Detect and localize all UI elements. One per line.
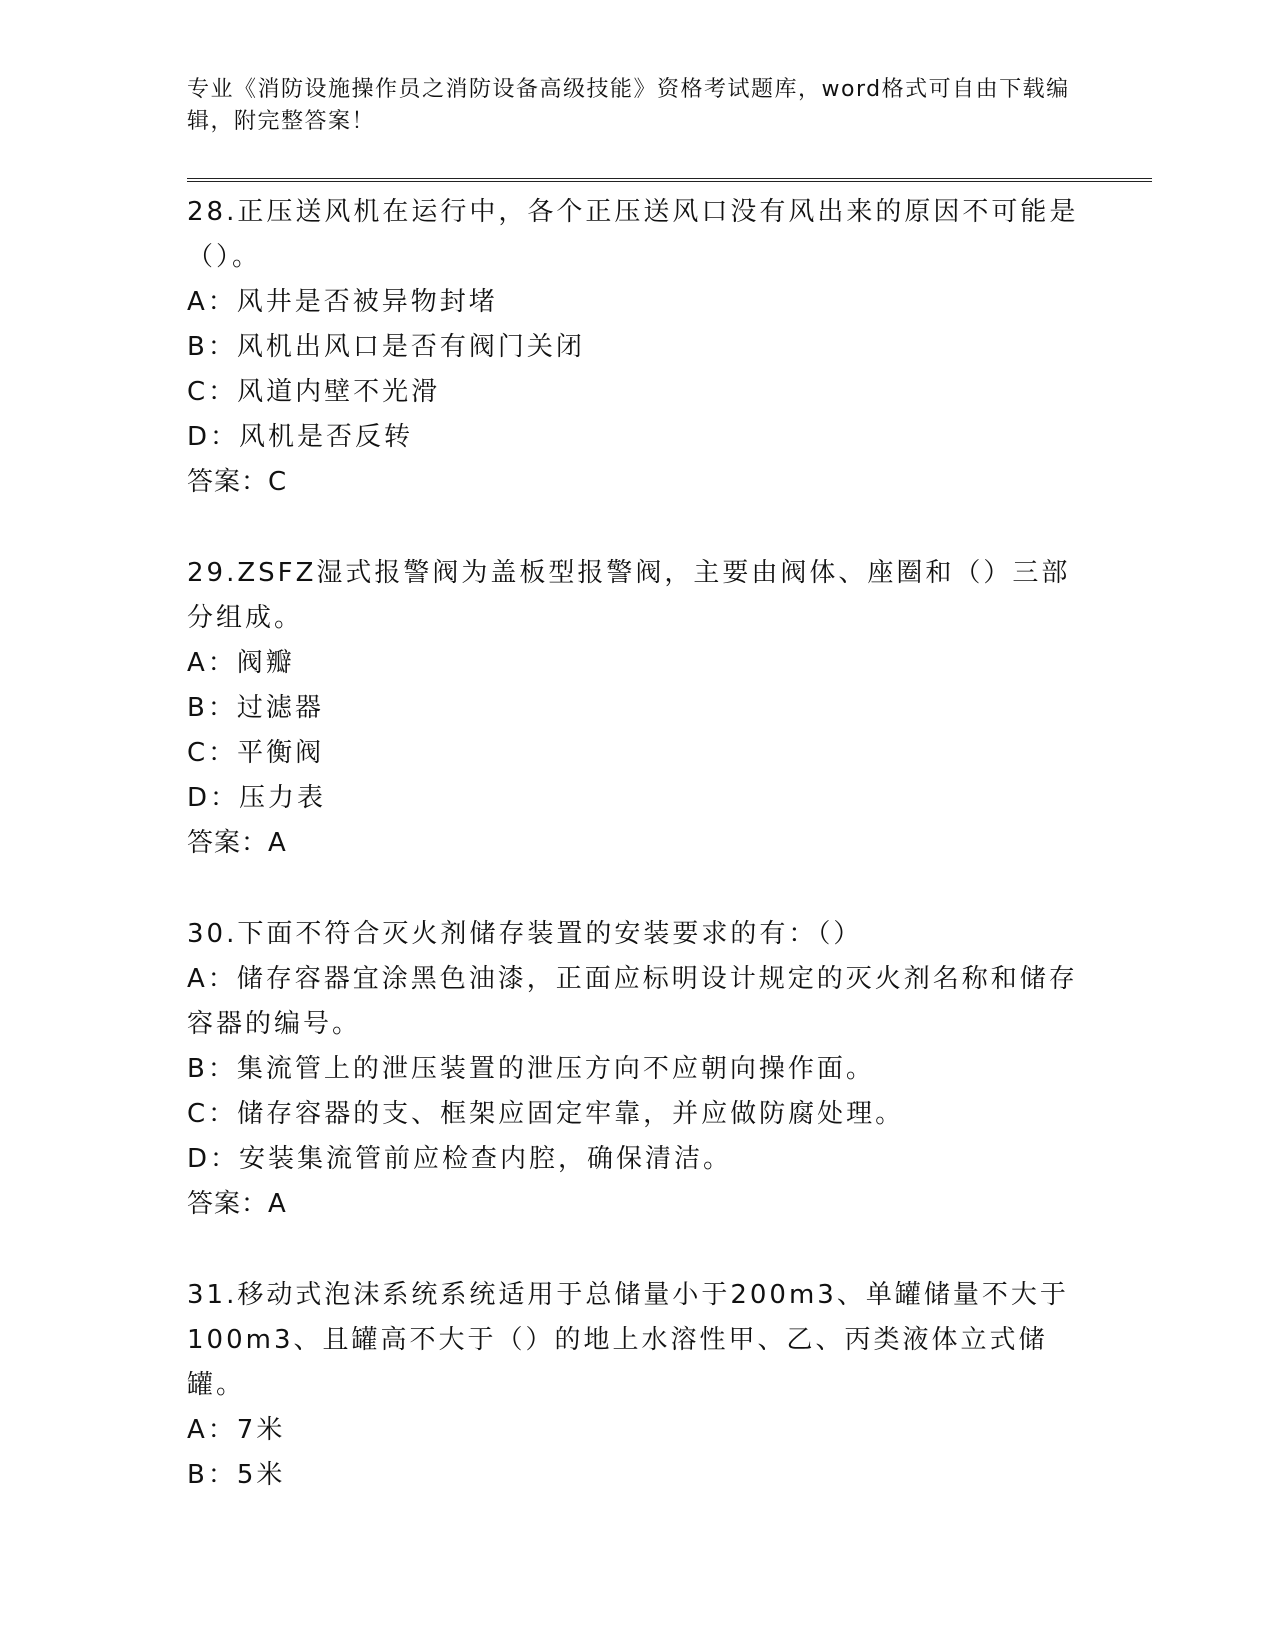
option-d: D：压力表 <box>187 783 327 813</box>
option-c: C：平衡阀 <box>187 738 325 768</box>
option-b: B：风机出风口是否有阀门关闭 <box>187 332 585 362</box>
question-text: 30.下面不符合灭火剂储存装置的安装要求的有：（） <box>187 919 863 949</box>
answer-label: 答案：A <box>187 1189 287 1219</box>
option-d: D：风机是否反转 <box>187 422 414 452</box>
option-a: A：储存容器宜涂黑色油漆，正面应标明设计规定的灭火剂名称和储存容器的编号。 <box>187 964 1078 1039</box>
option-b: B：集流管上的泄压装置的泄压方向不应朝向操作面。 <box>187 1054 875 1084</box>
option-b: B：过滤器 <box>187 693 324 723</box>
option-a: A：风井是否被异物封堵 <box>187 287 498 317</box>
answer-label: 答案：C <box>187 467 288 497</box>
answer-label: 答案：A <box>187 828 287 858</box>
question-29 <box>187 551 1087 866</box>
question-text: 29.ZSFZ湿式报警阀为盖板型报警阀，主要由阀体、座圈和（）三部分组成。 <box>187 558 1071 633</box>
question-30 <box>187 912 1087 1227</box>
option-c: C：风道内壁不光滑 <box>187 377 441 407</box>
question-31 <box>187 1273 1087 1498</box>
option-c: C：储存容器的支、框架应固定牢靠，并应做防腐处理。 <box>187 1099 905 1129</box>
option-a: A：阀瓣 <box>187 648 295 678</box>
option-d: D：安装集流管前应检查内腔，确保清洁。 <box>187 1144 733 1174</box>
question-text: 31.移动式泡沫系统系统适用于总储量小于200m3、单罐储量不大于100m3、且罐高不大于（）的地上水溶性甲、乙、丙类液体立式储罐。 <box>187 1280 1069 1400</box>
option-a: A：7米 <box>187 1415 286 1445</box>
question-text: 28.正压送风机在运行中，各个正压送风口没有风出来的原因不可能是（）。 <box>187 197 1079 272</box>
question-28 <box>187 190 1087 505</box>
document-header: 专业《消防设施操作员之消防设备高级技能》资格考试题库，word格式可自由下载编辑，附完整答案！ <box>187 77 1070 134</box>
header-divider <box>187 178 1152 182</box>
question-list <box>187 190 1087 1544</box>
option-b: B：5米 <box>187 1460 286 1490</box>
